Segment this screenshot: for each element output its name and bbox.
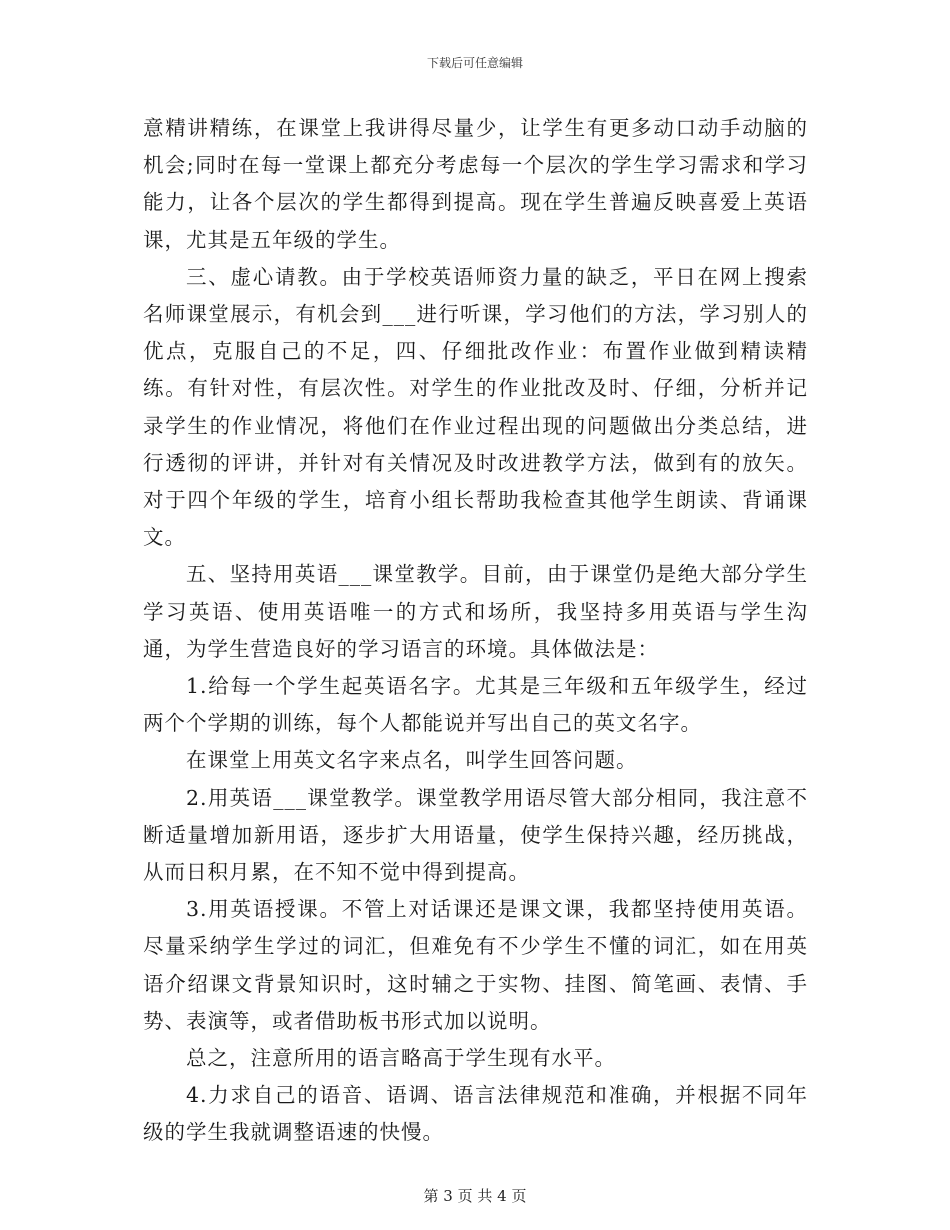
- paragraph-item-2: 2.用英语___课堂教学。课堂教学用语尽管大部分相同，我注意不断适量增加新用语，逐步扩大用语量，使学生保持兴趣，经历挑战，从而日积月累，在不知不觉中得到提高。: [143, 785, 808, 885]
- paragraph-section-5: 五、坚持用英语___课堂教学。目前，由于课堂仍是绝大部分学生学习英语、使用英语唯一的方式和场所，我坚持多用英语与学生沟通，为学生营造良好的学习语言的环境。具体做法是：: [143, 562, 808, 661]
- page-number-footer: 第 3 页 共 4 页: [423, 1187, 527, 1205]
- paragraph-item-4: 4.力求自己的语音、语调、语言法律规范和准确，并根据不同年级的学生我就调整语速的快慢。: [143, 1083, 808, 1145]
- page-header: 下载后可任意编辑: [426, 56, 523, 70]
- paragraph-section-3: 三、虚心请教。由于学校英语师资力量的缺乏，平日在网上搜索名师课堂展示，有机会到___进行听课，学习他们的方法，学习别人的优点，克服自己的不足，四、仔细批改作业：布置作业做到精读精练。有针对性，有层次性。对学生的作业批改及时、仔细，分析并记录学生的作业情况，将他们在作业过程出现的问题做出分类总结，进行透彻的评讲，并针对有关情况及时改进教学方法，做到有的放矢。对于四个年级的学生，培育小组长帮助我检查其他学生朗读、背诵课文。: [143, 264, 808, 550]
- paragraph-continuation: 意精讲精练，在课堂上我讲得尽量少，让学生有更多动口动手动脑的机会;同时在每一堂课上都充分考虑每一个层次的学生学习需求和学习能力，让各个层次的学生都得到提高。现在学生普遍反映喜爱上英语课，尤其是五年级的学生。: [143, 116, 808, 252]
- paragraph-item-1-note: 在课堂上用英文名字来点名，叫学生回答问题。: [186, 748, 638, 773]
- paragraph-item-3: 3.用英语授课。不管上对话课还是课文课，我都坚持使用英语。尽量采纳学生学过的词汇，但难免有不少学生不懂的词汇，如在用英语介绍课文背景知识时，这时辅之于实物、挂图、简笔画、表情、手势、表演等，或者借助板书形式加以说明。: [143, 897, 808, 1033]
- paragraph-summary: 总之，注意所用的语言略高于学生现有水平。: [186, 1046, 616, 1071]
- document-body: [143, 110, 808, 1152]
- paragraph-item-1: 1.给每一个学生起英语名字。尤其是三年级和五年级学生，经过两个个学期的训练，每个人都能说并写出自己的英文名字。: [143, 674, 808, 736]
